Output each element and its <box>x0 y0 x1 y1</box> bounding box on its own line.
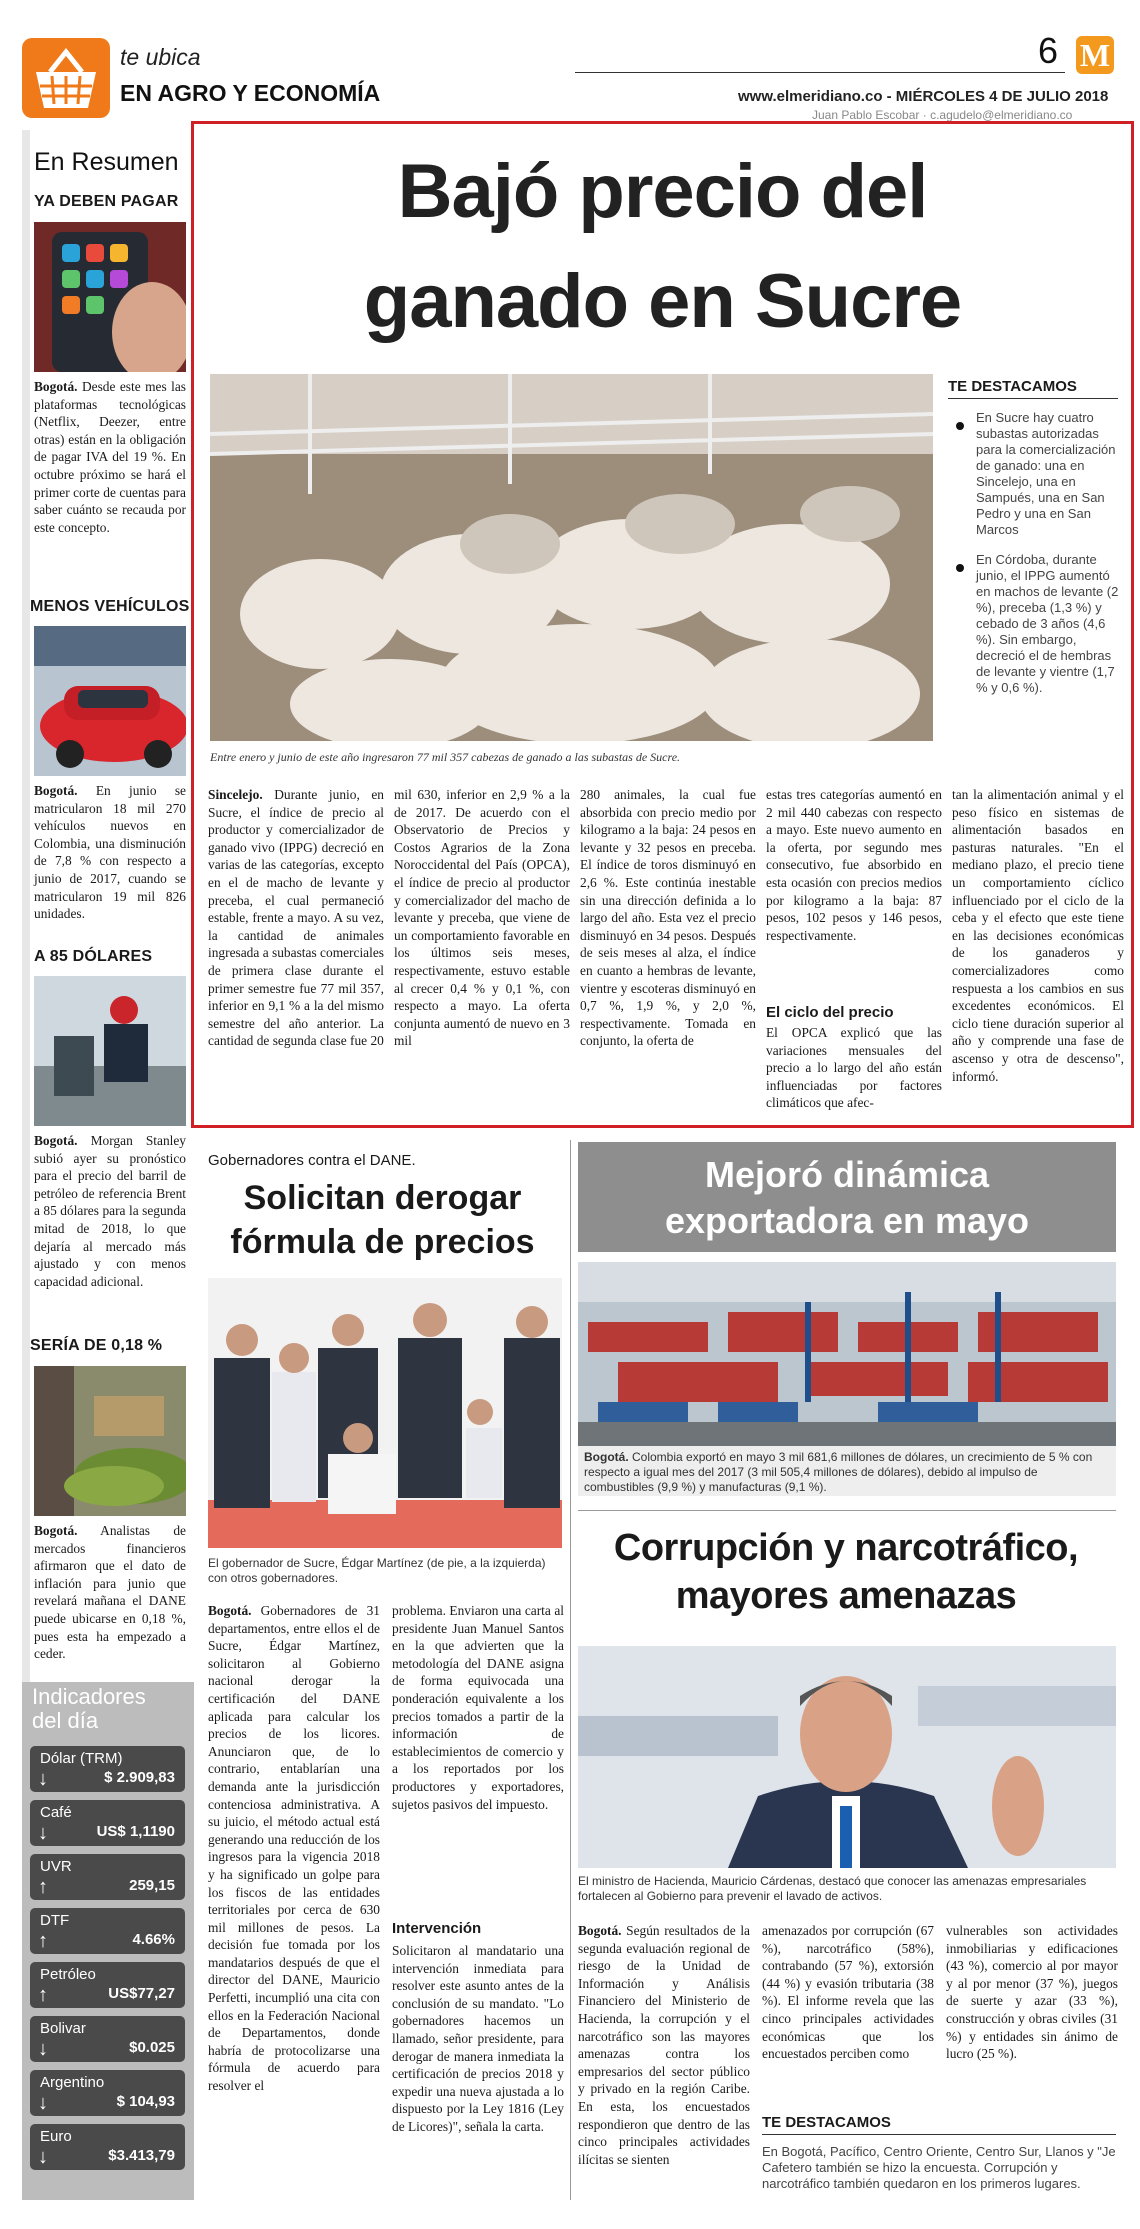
trend-arrow-icon: ↑ <box>38 1984 48 2006</box>
indicator-value: $3.413,79 <box>108 2147 175 2164</box>
trend-arrow-icon: ↑ <box>38 1930 48 1952</box>
sidebar-heading: A 85 DÓLARES <box>34 948 153 965</box>
indicator-card <box>30 2124 185 2170</box>
sidebar-heading: MENOS VEHÍCULOS <box>30 598 190 615</box>
indicator-name: UVR <box>40 1858 72 1875</box>
highlight-item: En Córdoba, durante junio, el IPPG aumentó en machos de levante (2 %), preceba (1,3 %) y cebado de 3 años (4,6 %). Sin embargo, decreció el de hembras de levante y vientre (1,7 % y 0,6 %). <box>948 552 1120 696</box>
story-column: problema. Enviaron una carta al presidente Juan Manuel Santos en la que advierten que la metodología del DANE asigna de forma equivocada una ponderación equivalente a los precios tomados a partir de la información de establecimientos de comercio y a los reportados por los productores y exportadores, sujetos pasivos del impuesto. <box>392 1603 564 1812</box>
trend-arrow-icon: ↓ <box>38 2038 48 2060</box>
indicators-title: del día <box>32 1708 99 1733</box>
indicator-value: US$77,27 <box>108 1985 175 2002</box>
story-headline: Solicitan derogar <box>243 1179 522 1217</box>
page-number: 6 <box>1038 30 1059 71</box>
sidebar-text: Bogotá. Analistas de mercados financieros afirmaron que el dato de inflación para junio que revelará mañana el DANE puede ubicarse en 0,18 %, pues esta ha empezado a ceder. <box>34 1523 186 1662</box>
sidebar-heading: SERÍA DE 0,18 % <box>30 1337 163 1354</box>
indicator-card <box>30 2070 185 2116</box>
indicator-name: Petróleo <box>40 1966 96 1983</box>
indicator-value: 259,15 <box>129 1877 175 1894</box>
section-title: EN AGRO Y ECONOMÍA <box>120 80 381 106</box>
lead-highlights-title: TE DESTACAMOS <box>948 378 1077 395</box>
section-kicker: te ubica <box>120 44 201 70</box>
indicator-card <box>30 1962 185 2008</box>
trend-arrow-icon: ↑ <box>38 1876 48 1898</box>
indicator-name: Café <box>40 1804 72 1821</box>
story-caption: El ministro de Hacienda, Mauricio Cárdenas, destacó que conocer las amenazas empresariales fortalecen al Gobierno para prevenir el lavado de activos. <box>578 1874 1087 1903</box>
indicator-card <box>30 1854 185 1900</box>
lead-subhead: El ciclo del precio <box>766 1004 894 1021</box>
indicator-name: Argentino <box>40 2074 105 2091</box>
lead-column: El OPCA explicó que las variaciones mensuales del precio a lo largo del año están influenciadas por factores climáticos que afec- <box>766 1025 942 1111</box>
header-rule <box>575 72 1065 73</box>
lead-highlights-rule <box>948 398 1118 399</box>
minister-photo <box>578 1646 1116 1868</box>
indicator-name: Euro <box>40 2128 72 2145</box>
sidebar-text: Bogotá. En junio se matricularon 18 mil 270 vehículos nuevos en Colombia, una disminución de 7,8 % con respecto a junio de 2017, cuando se matricularon 19 mil 826 unidades. <box>34 783 186 922</box>
highlights-text: En Bogotá, Pacífico, Centro Oriente, Centro Sur, Llanos y "Je Cafetero también se hizo la encuesta. Corrupción y narcotráfico también quedaron en los primeros lugares. <box>762 2144 1116 2191</box>
indicator-value: 4.66% <box>132 1931 175 1948</box>
phone-apps-photo <box>34 222 186 372</box>
indicator-card <box>30 2016 185 2062</box>
indicator-name: DTF <box>40 1912 70 1929</box>
indicator-card <box>30 1746 185 1792</box>
indicator-card <box>30 1800 185 1846</box>
highlights-title: TE DESTACAMOS <box>762 2114 891 2131</box>
story-caption: Bogotá. Colombia exportó en mayo 3 mil 681,6 millones de dólares, un crecimiento de 5 % con respecto a igual mes del 2017 (3 mil 505,4 millones de dólares), debido al impulso de combustibles (9,9 %) y manufacturas (9,1 %). <box>584 1450 1093 1494</box>
lead-column: Sincelejo. Durante junio, en Sucre, el índice de precio al productor y comercializador de ganado vivo (IPPG) decreció en varias de las categorías, excepto en el de macho de levante y preceba, el cual permaneció estable, frente a mayo. A su vez, la cantidad de animales ingresada a subastas comerciales de primera clase durante el primer semestre fue 77 mil 357, inferior en 9,1 % a la del mismo semestre del año anterior. La cantidad de segunda clase fue 20 <box>208 787 384 1049</box>
trend-arrow-icon: ↓ <box>38 2092 48 2114</box>
story-column: Bogotá. Gobernadores de 31 departamentos, entre ellos el de Sucre, Édgar Martínez, solicitaron al Gobierno nacional derogar la certificación del DANE aplicada para calcular los precios de los licores. Anunciaron que, de lo contrario, entablarían una demanda ante la jurisdicción contenciosa administrativa. A su juicio, el método actual está generando una reducción de los ingresos para la vigencia 2018 y ha significado un golpe para los fiscos de las entidades territoriales por cerca de 630 mil millones de pesos. La decisión fue tomada por los mandatarios después de que el director del DANE, Mauricio Perfetti, incumplió una cita con ellos en la Federación Nacional de Departamentos, donde habría de protocolizarse una fórmula de acuerdo para resolver el <box>208 1603 380 2094</box>
story-subhead: Intervención <box>392 1920 482 1937</box>
market-photo <box>34 1366 186 1516</box>
story-headline: exportadora en mayo <box>664 1200 1030 1241</box>
lead-headline: ganado en Sucre <box>363 259 962 344</box>
sidebar-heading: YA DEBEN PAGAR <box>34 193 179 210</box>
sidebar-text: Bogotá. Morgan Stanley subió ayer su pronóstico para el precio del barril de petróleo de referencia Brent a 85 dólares para la segunda mitad de 2018, lo que dejaría al mercado más ajustado y con menos capacidad adicional. <box>34 1133 186 1289</box>
story-headline: Mejoró dinámica <box>704 1154 990 1195</box>
column-divider <box>570 1140 571 2200</box>
cattle-auction-photo <box>210 374 933 741</box>
highlight-item: En Sucre hay cuatro subastas autorizadas para la comercialización de ganado: una en Sincelejo, una en Sampués, una en San Pedro y una en San Marcos <box>948 410 1120 538</box>
site-date: www.elmeridiano.co - MIÉRCOLES 4 DE JULIO 2018 <box>738 88 1109 105</box>
story-headline: mayores amenazas <box>675 1575 1017 1617</box>
indicators-title: Indicadores <box>32 1684 146 1709</box>
basket-icon <box>22 38 110 118</box>
indicator-value: US$ 1,1190 <box>96 1823 175 1840</box>
lead-highlights <box>948 410 1120 710</box>
sidebar-title: En Resumen <box>34 148 179 176</box>
lead-column: tan la alimentación animal y el peso físico en sistemas de alimentación basados en pasturas naturales. "En el mediano plazo, el precio tiene un comportamiento cíclico influenciado por el ciclo de la ceba y el efecto que este tiene en las decisiones económicas de los ganaderos y comercializadores como respuesta a los cambios en sus excedentes económicos. El ciclo tiene duración superior al año y comprende una fase de ascenso y otra de descenso", informó. <box>952 787 1124 1084</box>
governors-photo <box>208 1278 562 1548</box>
story-caption: El gobernador de Sucre, Édgar Martínez (de pie, a la izquierda) con otros gobernadores. <box>208 1556 546 1585</box>
byline: Juan Pablo Escobar · c.agudelo@elmeridiano.co <box>812 108 1073 122</box>
story-column: Solicitaron al mandatario una intervención inmediata para resolver este asunto antes de la conclusión de su mandato. "Lo gobernadores hacemos un llamado, señor presidente, para derogar de manera inmediata la certificación de precios 2018 y expedir una nueva ajustada a lo dispuesto por la Ley 1816 (Ley de Licores)", señala la carta. <box>392 1943 564 2134</box>
section-rule <box>578 1510 1116 1511</box>
story-column: vulnerables son actividades inmobiliarias y edificaciones (43 %), comercio al por mayor y al por menor (37 %), juegos de suerte y azar (33 %), construcción y obras civiles (31 %) y entidades sin ánimo de lucro (25 %). <box>946 1923 1118 2062</box>
story-kicker: Gobernadores contra el DANE. <box>208 1152 416 1169</box>
lead-column: estas tres categorías aumentó en 2 mil 440 cabezas con respecto a mayo. Este nuevo aumento en la oferta, por segundo mes consecutivo, fue absorbido en esta ocasión con precios medios por kilogramo a la baja: 87 pesos, 102 pesos y 146 pesos, respectivamente. <box>766 787 942 943</box>
lead-column: mil 630, inferior en 2,9 % a la de 2017. De acuerdo con el Observatorio de Precios y Costos Agrarios de la Zona Noroccidental del País (OPCA), el índice de precio al productor y comercializador del macho de levante y preceba, que viene de un comportamiento favorable en los últimos seis meses, respectivamente, estuvo estable al crecer 0,4 % y 0,1 %, con respecto a mayo. La oferta conjunta aumentó de nuevo en 3 mil <box>394 787 570 1049</box>
section-logo <box>22 38 110 118</box>
indicator-name: Bolivar <box>40 2020 86 2037</box>
highlights-rule <box>762 2134 1116 2135</box>
story-headline: fórmula de precios <box>230 1223 535 1261</box>
oil-worker-photo <box>34 976 186 1126</box>
indicator-value: $ 2.909,83 <box>104 1769 175 1786</box>
indicator-card <box>30 1908 185 1954</box>
indicator-name: Dólar (TRM) <box>40 1750 123 1767</box>
brand-logo: M <box>1076 36 1114 74</box>
trend-arrow-icon: ↓ <box>38 2146 48 2168</box>
indicator-value: $0.025 <box>129 2039 175 2056</box>
container-port-photo <box>578 1262 1116 1446</box>
lead-column: 280 animales, la cual fue absorbida con precio medio por kilogramo a la baja: 24 pesos en levante y 32 pesos en preceba. El índice de toros disminuyó en 2,6 %. Este continúa inestable sin una dirección definida a lo largo del año. Esta vez el precio disminuyó en 34 pesos. Después de seis meses al alza, el índice en cuanto a hembras de levante, vientre y escoteras disminuyó en 0,7 %, 1,9 %, y 2,0 %, respectivamente. Tomada en conjunto, la oferta de <box>580 787 756 1049</box>
story-column: Bogotá. Según resultados de la segunda evaluación regional de riesgo de la Unidad de Información y Análisis Financiero del Ministerio de Hacienda, la corrupción y el narcotráfico son las mayores amenazas contra los empresarios del sector público y privado en la región Caribe. En esta, los encuestados respondieron que dentro de las cinco principales actividades ilícitas se sienten <box>578 1923 750 2167</box>
story-column: amenazados por corrupción (67 %), narcotráfico (58%), contrabando (57 %), extorsión (44 %) y evasión tributaria (38 %). El informe revela que las cinco principales actividades económicas que los encuestados perciben como <box>762 1923 934 2062</box>
indicator-value: $ 104,93 <box>116 2093 175 2110</box>
lead-headline: Bajó precio del <box>397 149 928 234</box>
lead-photo-caption: Entre enero y junio de este año ingresaron 77 mil 357 cabezas de ganado a las subastas de Sucre. <box>210 750 681 764</box>
trend-arrow-icon: ↓ <box>38 1822 48 1844</box>
story-headline: Corrupción y narcotráfico, <box>613 1527 1079 1569</box>
red-car-photo <box>34 626 186 776</box>
trend-arrow-icon: ↓ <box>38 1768 48 1790</box>
sidebar-text: Bogotá. Desde este mes las plataformas tecnológicas (Netflix, Deezer, entre otras) están en la obligación de pagar IVA del 19 %. En octubre próximo se hará el primer corte de cuentas para saber cuánto se recauda por este concepto. <box>34 379 186 535</box>
